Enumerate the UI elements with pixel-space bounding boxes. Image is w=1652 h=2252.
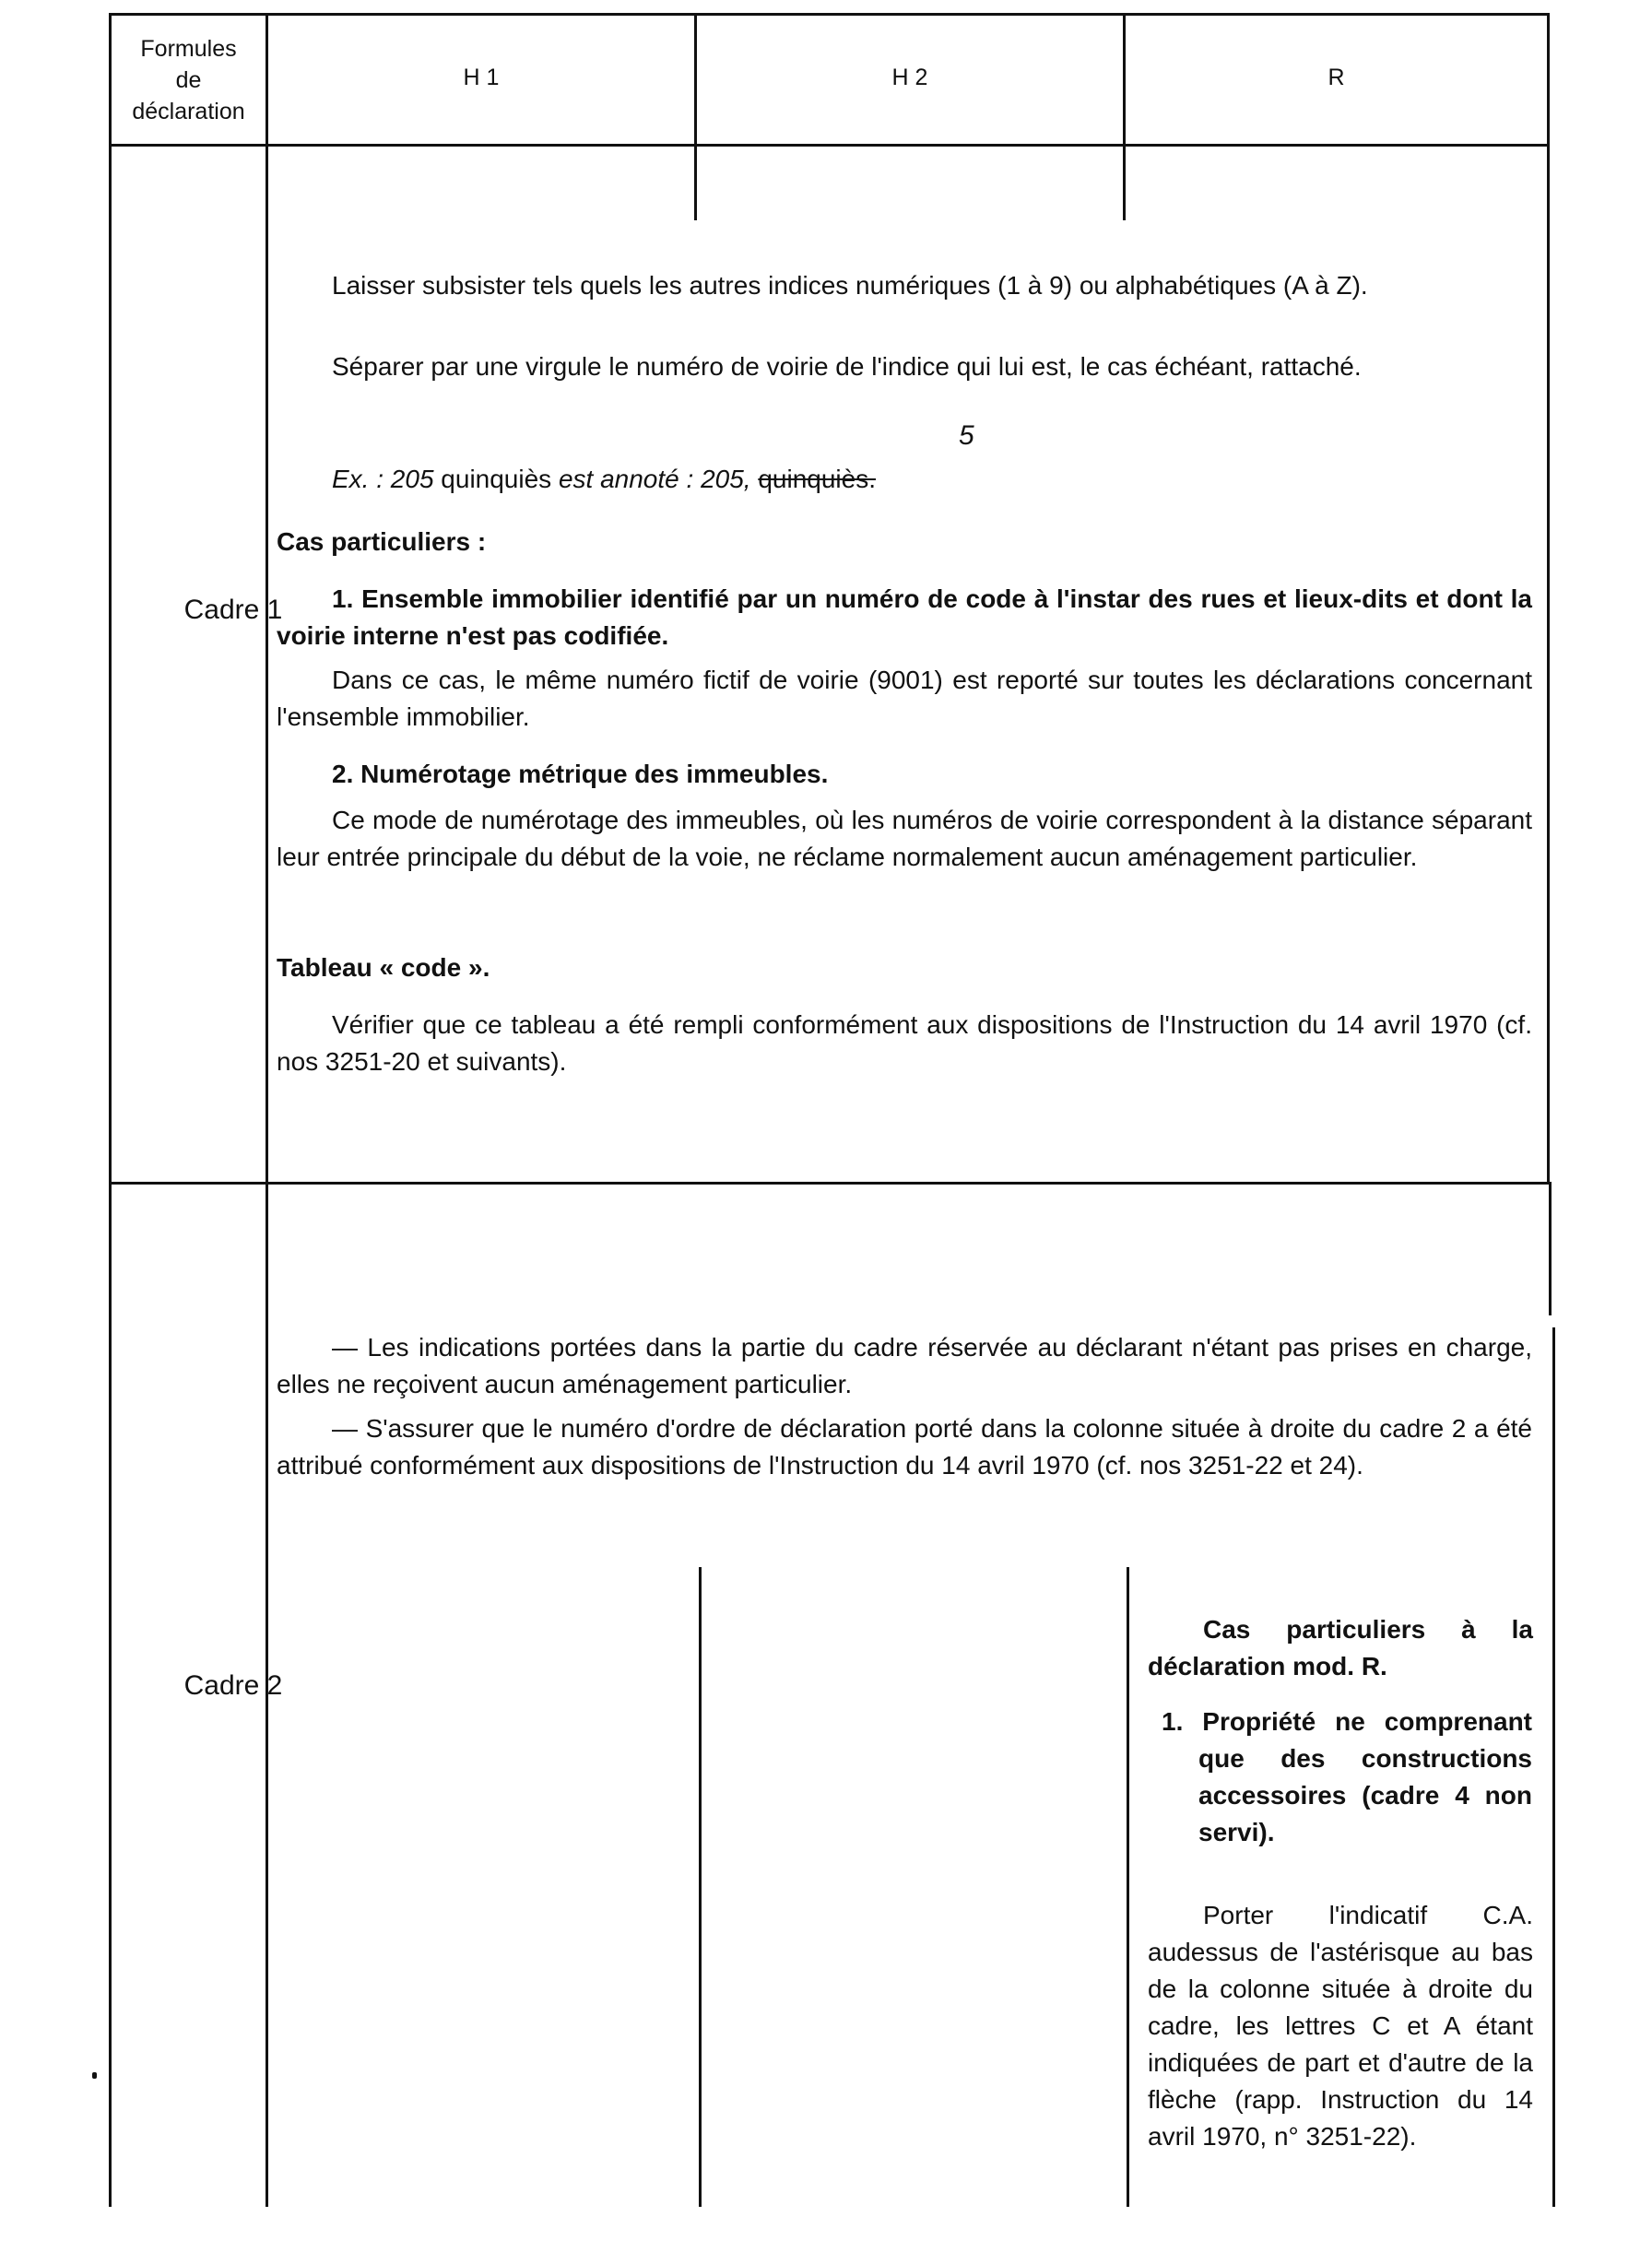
example-prefix: Ex. : 205 [332, 465, 434, 493]
margin-dot [92, 2072, 97, 2079]
table-right-border-lower [1549, 1182, 1552, 1315]
header-bottom-border [109, 144, 1549, 147]
header-formules: Formules de déclaration [132, 36, 245, 124]
case1-text: Dans ce cas, le même numéro fictif de voirie (9001) est reporté sur toutes les déclarations concernant l'ensemble immobilier. [277, 666, 1532, 731]
r-text: Porter l'indicatif C.A. audessus de l'astérisque au bas de la colonne située à droite du cadre, les lettres C et A étant indiquées de part et d'autre de la flèche (rapp. Instruction du 14 avril 1970, n° 3251-22). [1148, 1901, 1533, 2151]
cadre1-bottom-border [109, 1182, 1549, 1185]
tableau-code-text: Vérifier que ce tableau a été rempli conformément aux dispositions de l'Instruction du 14 avril 1970 (cf. nos 3251-20 et suivants). [277, 1010, 1532, 1076]
example-superscript: 5 [959, 420, 974, 451]
header-h1: H 1 [463, 65, 500, 90]
tableau-code-title: Tableau « code ». [277, 953, 490, 982]
cadre1-example [332, 461, 1530, 498]
example-word: quinquiès [433, 465, 559, 493]
table-left-border [109, 13, 112, 2207]
cadre2-label: Cadre 2 [183, 1670, 283, 1701]
case2-text: Ce mode de numérotage des immeubles, où les numéros de voirie correspondent à la distance séparant leur entrée principale du début de la voie, ne réclame normalement aucun aménagement particulier. [277, 806, 1532, 871]
cadre1-paragraph-2: Séparer par une virgule le numéro de voirie de l'indice qui lui est, le cas échéant, rattaché. [332, 352, 1362, 381]
cadre2-paragraph-2: — S'assurer que le numéro d'ordre de déclaration porté dans la colonne située à droite du cadre 2 a été attribué conformément aux dispositions de l'Instruction du 14 avril 1970 (cf. nos 3251-22 et 24). [277, 1414, 1532, 1480]
header-r: R [1328, 65, 1345, 90]
cadre2-sep-h2-r [1127, 1567, 1129, 2207]
r-item-1: 1. Propriété ne comprenant que des constructions accessoires (cadre 4 non servi). [1162, 1707, 1532, 1846]
cadre2-paragraph-1: — Les indications portées dans la partie du cadre réservée au déclarant n'étant pas prises en charge, elles ne reçoivent aucun aménagement particulier. [277, 1333, 1532, 1398]
cadre1-paragraph-1: Laisser subsister tels quels les autres indices numériques (1 à 9) ou alphabétiques (A à Z). [332, 271, 1368, 300]
cadre2-sep-h1-h2 [699, 1567, 702, 2207]
table-top-border [109, 13, 1549, 16]
label-column-border [266, 13, 268, 2207]
header-h2: H 2 [891, 65, 928, 90]
header-sep-h2-r [1123, 13, 1126, 220]
case2-title: 2. Numérotage métrique des immeubles. [332, 760, 829, 788]
table-right-border-bottom [1552, 1327, 1555, 2207]
cas-particuliers-title: Cas particuliers : [277, 527, 487, 556]
example-struck-word: quinquiès. [758, 465, 876, 493]
table-right-border [1547, 13, 1550, 1182]
example-mid: est annoté : 205, [558, 465, 759, 493]
case1-title: 1. Ensemble immobilier identifié par un numéro de code à l'instar des rues et lieux-dits et dont la voirie interne n'est pas codifiée. [277, 584, 1532, 650]
cadre1-label: Cadre 1 [183, 595, 283, 625]
header-sep-h1-h2 [694, 13, 697, 220]
r-cas-particuliers-title: Cas particuliers à la déclaration mod. R. [1148, 1615, 1533, 1680]
